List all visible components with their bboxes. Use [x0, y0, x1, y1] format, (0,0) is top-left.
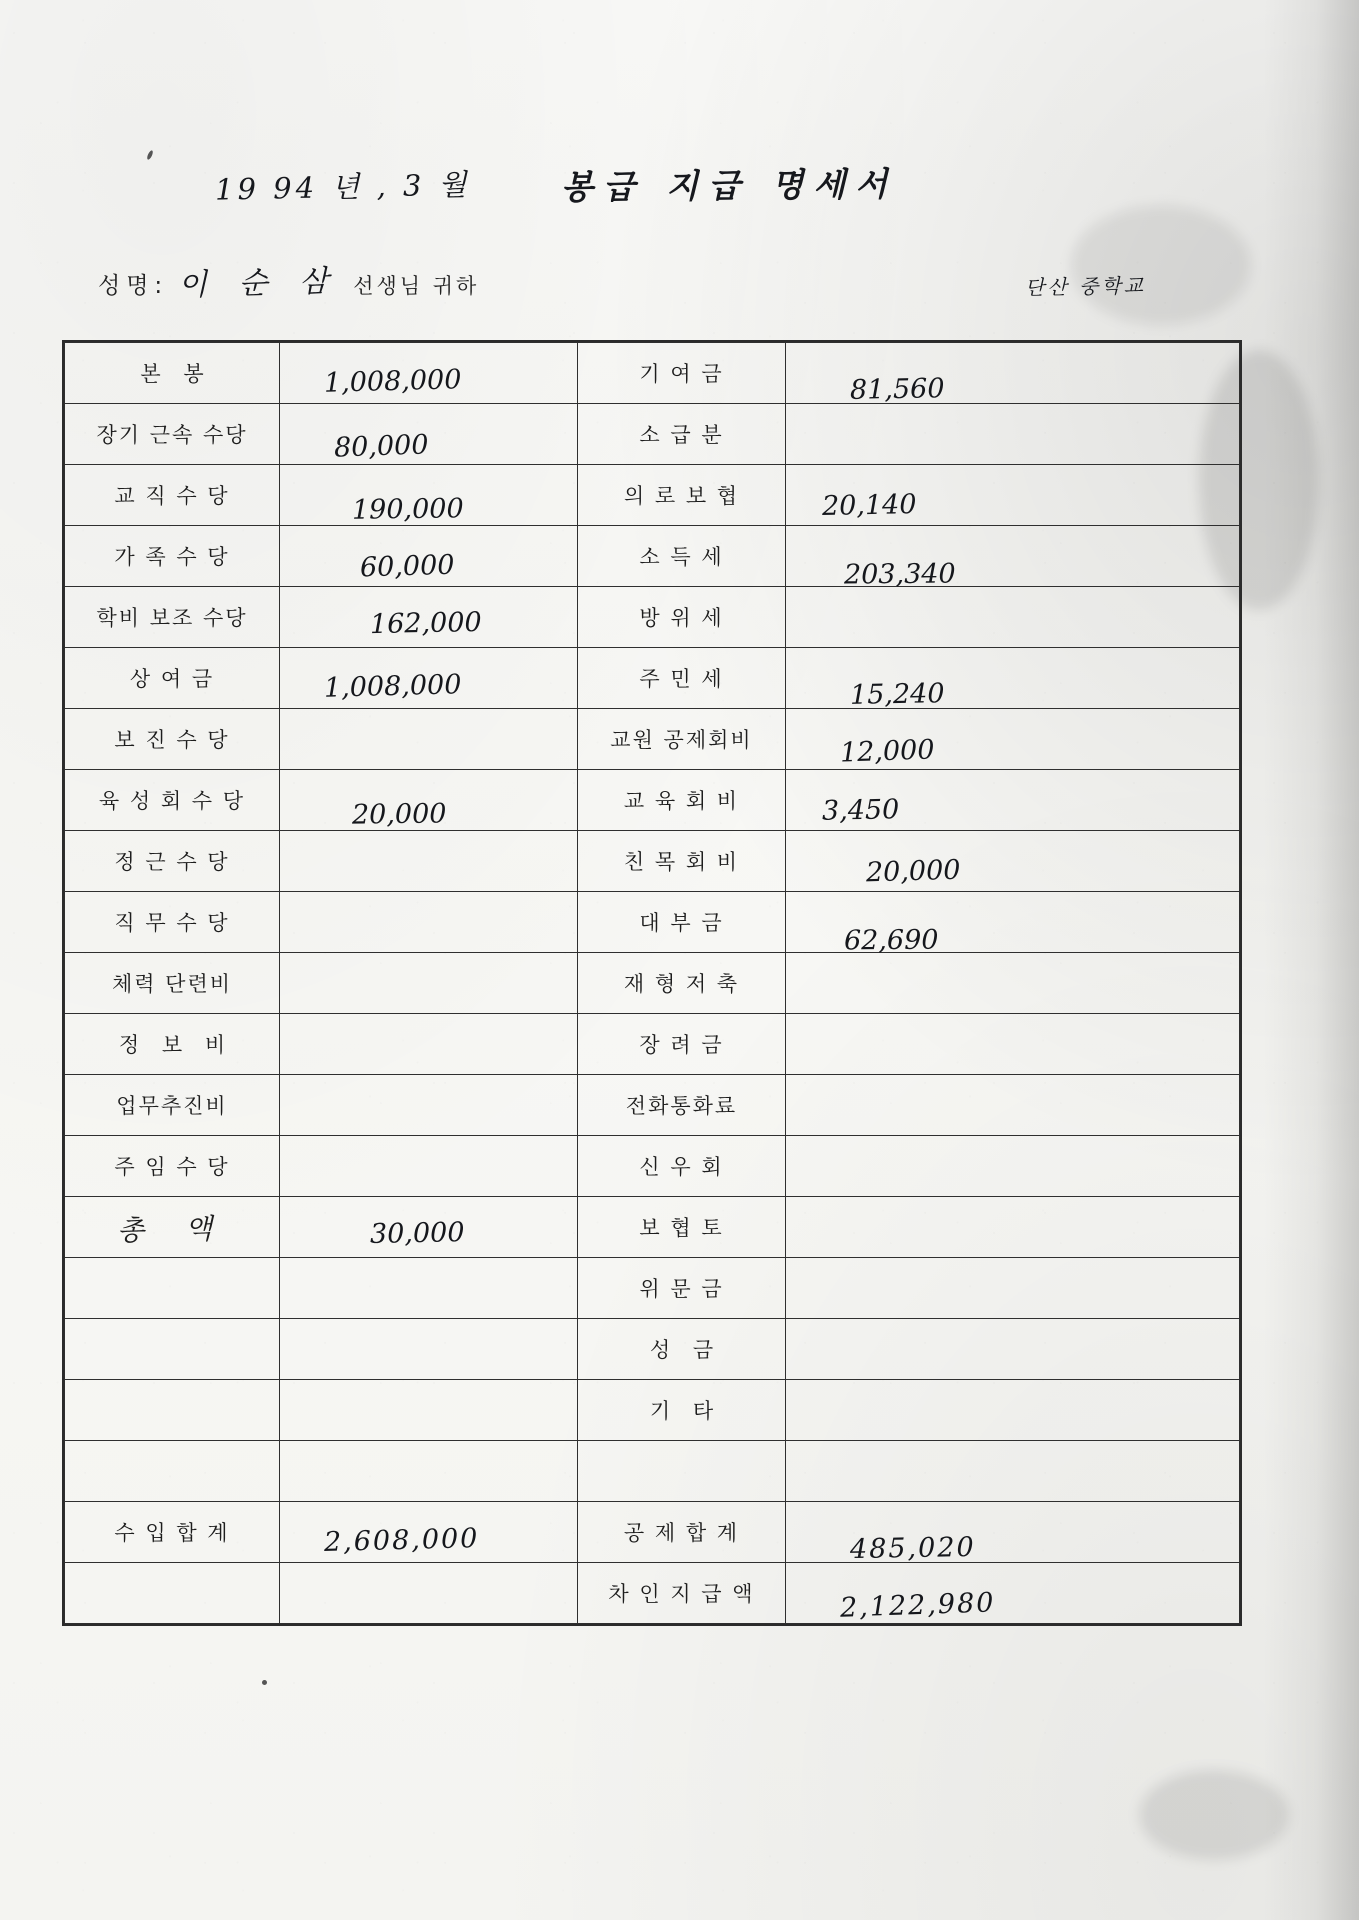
- row-label-cell: [65, 1319, 280, 1380]
- row-label-cell: 육 성 회 수 당: [65, 770, 280, 831]
- handwritten-amount: 62,690: [843, 924, 939, 956]
- row-label-cell: [578, 1441, 786, 1502]
- table-row: [65, 1075, 1240, 1136]
- row-label-cell: 친 목 회 비: [578, 831, 786, 892]
- row-label-cell: 의 로 보 협: [578, 465, 786, 526]
- row-value-cell: [786, 709, 1240, 770]
- table-row: [65, 1014, 1240, 1075]
- row-label-cell: 기 여 금: [578, 343, 786, 404]
- row-label-cell: 교원 공제회비: [578, 709, 786, 770]
- table-row: [65, 404, 1240, 465]
- row-value-cell: [280, 648, 578, 709]
- row-label-cell: [65, 1563, 280, 1624]
- handwritten-amount: 1,008,000: [323, 668, 462, 704]
- payslip-table-body: [65, 343, 1240, 1624]
- row-label-cell: [65, 1258, 280, 1319]
- row-label-cell: 보 협 토: [578, 1197, 786, 1258]
- scan-smudge-bottom-right: [1139, 1770, 1289, 1860]
- row-label-cell: 직 무 수 당: [65, 892, 280, 953]
- row-value-cell: [280, 1136, 578, 1197]
- school-name: 단산 중학교: [1024, 273, 1147, 300]
- handwritten-amount: 81,560: [849, 372, 945, 406]
- row-label-cell: 정 보 비: [65, 1014, 280, 1075]
- row-value-cell: [786, 1380, 1240, 1441]
- row-value-cell: [786, 831, 1240, 892]
- handwritten-amount: 12,000: [839, 733, 935, 769]
- row-value-cell: [280, 1441, 578, 1502]
- row-label-cell: 학비 보조 수당: [65, 587, 280, 648]
- handwritten-amount: 15,240: [849, 677, 945, 711]
- row-label-cell: 체력 단련비: [65, 953, 280, 1014]
- row-label-cell: 본 봉: [65, 343, 280, 404]
- table-row: [65, 1380, 1240, 1441]
- row-value-cell: [280, 343, 578, 404]
- row-label-cell: 상 여 금: [65, 648, 280, 709]
- row-value-cell: [786, 1319, 1240, 1380]
- row-value-cell: [786, 526, 1240, 590]
- row-label-cell: [65, 1380, 280, 1441]
- row-value-cell: [786, 1136, 1240, 1197]
- payslip-table-frame: [62, 340, 1242, 1626]
- handwritten-amount: 20,000: [865, 854, 961, 888]
- table-row: [65, 343, 1240, 404]
- table-row: [65, 1197, 1240, 1258]
- row-value-cell: [786, 770, 1240, 831]
- row-value-cell: [280, 831, 578, 892]
- handwritten-amount: 3,450: [821, 793, 900, 827]
- row-value-cell: [786, 587, 1240, 648]
- handwritten-amount: 30,000: [369, 1216, 465, 1250]
- handwritten-amount: 485,020: [849, 1531, 976, 1565]
- row-value-cell: [786, 892, 1240, 956]
- row-value-cell: [280, 1197, 578, 1258]
- handwritten-amount: 203,340: [843, 558, 956, 590]
- row-label-cell: 재 형 저 축: [578, 953, 786, 1014]
- row-label-cell: 위 문 금: [578, 1258, 786, 1319]
- row-value-cell: [786, 1197, 1240, 1258]
- row-value-cell: [280, 587, 578, 648]
- name-honorific: 선생님 귀하: [353, 274, 480, 298]
- row-value-cell: [280, 526, 578, 587]
- handwritten-amount: 190,000: [351, 492, 464, 526]
- row-label-cell: 장기 근속 수당: [65, 404, 280, 465]
- row-label-cell: 신 우 회: [578, 1136, 786, 1197]
- row-value-cell: [280, 404, 578, 465]
- row-label-cell: 가 족 수 당: [65, 526, 280, 587]
- row-label-cell: 교 육 회 비: [578, 770, 786, 831]
- table-row: [65, 1441, 1240, 1502]
- row-label-cell: 기 타: [578, 1380, 786, 1441]
- scan-shadow-edge: [1263, 0, 1359, 1920]
- row-label-cell: 수 입 합 계: [65, 1502, 280, 1563]
- table-row: [65, 587, 1240, 648]
- handwritten-amount: 162,000: [369, 606, 482, 640]
- table-row: [65, 953, 1240, 1014]
- table-row: [65, 831, 1240, 892]
- row-value-cell: [786, 404, 1240, 465]
- row-value-cell: [280, 770, 578, 831]
- table-row: [65, 1258, 1240, 1319]
- row-label-cell: 소 급 분: [578, 404, 786, 465]
- row-value-cell: [280, 1075, 578, 1136]
- row-value-cell: [786, 465, 1240, 526]
- table-row: [65, 1136, 1240, 1197]
- recipient-row: [98, 258, 1198, 302]
- row-label-cell: [65, 1441, 280, 1502]
- row-value-cell: [786, 1441, 1240, 1502]
- row-value-cell: [280, 953, 578, 1014]
- payslip-table: [64, 342, 1240, 1624]
- page-title: 봉급 지급 명세서: [560, 164, 897, 207]
- row-value-cell: [280, 465, 578, 526]
- table-row: [65, 892, 1240, 953]
- handwritten-amount: 2,122,980: [839, 1586, 996, 1624]
- row-label-cell: 방 위 세: [578, 587, 786, 648]
- handwritten-amount: 80,000: [333, 428, 429, 464]
- row-label-cell: 대 부 금: [578, 892, 786, 953]
- row-value-cell: [786, 648, 1240, 709]
- handwritten-amount: 1,008,000: [323, 363, 462, 399]
- row-value-cell: [280, 1258, 578, 1319]
- row-value-cell: [786, 953, 1240, 1014]
- row-value-cell: [786, 1014, 1240, 1075]
- table-row: [65, 770, 1240, 831]
- row-label-cell: 공 제 합 계: [578, 1502, 786, 1563]
- recipient-name: 이 순 삼: [177, 263, 340, 304]
- table-row: [65, 465, 1240, 526]
- row-value-cell: [786, 1258, 1240, 1319]
- row-label-cell: 보 진 수 당: [65, 709, 280, 770]
- row-label-cell: 차 인 지 급 액: [578, 1563, 786, 1624]
- handwritten-amount: 20,000: [351, 797, 447, 831]
- table-row: [65, 1563, 1240, 1624]
- row-label-cell: 정 근 수 당: [65, 831, 280, 892]
- row-value-cell: [786, 1563, 1240, 1624]
- title-date: 19 94 년 , 3 월: [214, 167, 471, 207]
- stray-ink-dot: [262, 1680, 267, 1685]
- document-title-row: [215, 160, 1155, 207]
- handwritten-amount: 60,000: [359, 549, 455, 583]
- row-label-cell: 업무추진비: [65, 1075, 280, 1136]
- row-value-cell: [786, 1075, 1240, 1136]
- table-row: [65, 526, 1240, 587]
- row-label-cell: 주 민 세: [578, 648, 786, 709]
- stray-ink-dot-2: [146, 150, 154, 161]
- table-row: [65, 1502, 1240, 1563]
- row-value-cell: [280, 1014, 578, 1075]
- row-label-cell: 교 직 수 당: [65, 465, 280, 526]
- row-label-cell: 총 액: [64, 1195, 280, 1260]
- row-value-cell: [786, 343, 1240, 404]
- handwritten-amount: 2,608,000: [323, 1522, 480, 1558]
- row-value-cell: [280, 892, 578, 953]
- row-value-cell: [280, 1502, 578, 1563]
- row-label-cell: 소 득 세: [578, 526, 786, 587]
- row-label-cell: 전화통화료: [578, 1075, 786, 1136]
- table-row: [65, 709, 1240, 770]
- name-label: 성명:: [98, 273, 169, 299]
- row-value-cell: [280, 1563, 578, 1624]
- row-value-cell: [786, 1502, 1240, 1563]
- row-label-cell: 장 려 금: [578, 1014, 786, 1075]
- row-value-cell: [280, 1319, 578, 1380]
- row-value-cell: [280, 709, 578, 770]
- table-row: [65, 1319, 1240, 1380]
- table-row: [65, 648, 1240, 709]
- handwritten-amount: 20,140: [821, 488, 917, 522]
- row-value-cell: [280, 1380, 578, 1441]
- row-label-cell: 성 금: [578, 1319, 786, 1380]
- row-label-cell: 주 임 수 당: [65, 1136, 280, 1197]
